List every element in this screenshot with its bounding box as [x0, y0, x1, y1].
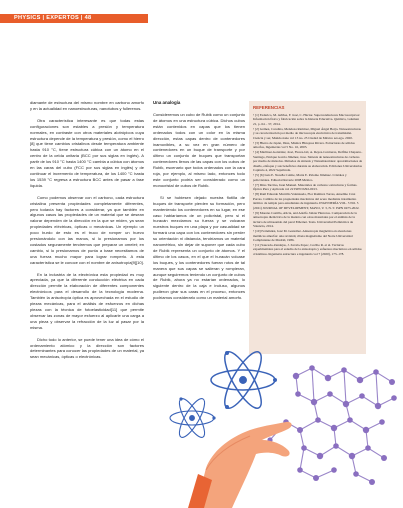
references-list [253, 113, 363, 257]
paragraph: Consideremos un cubo de Rubik como un conjunto de átomos en una estructura cúbica. Dichos cubos están contenidos en capas que los tienen ordenados todos con un color en la misma dirección, estas capas dentro de contenedores inamovibles, a su vez en gran número de contenedores en un buque de transporte y por último un conjunto de buques que transportan contenedores llenos de las capas con los cubos de Rubik, escenario que todos ordenados con la cara roja, por ejemplo, al mismo lado, entonces todo este conjunto podría ser considerado como un monocristal de cubos de Rubik. [153, 112, 245, 188]
paragraph: Si se hubiesen dejado nuestra flotilla de buques de transporte pierden su formación, pero manteniendo los contenedores en su lugar, en ese caso hablaríamos de un policristal, pero si el huracán mezclamos su fuerza y se volcaran nuestros buques en una playa y por casualidad se formará una capa con los contenedores sin perder su orientación ni distancia, tendríamos un material nanométrico, sin dejar de suponer que cada cubo de Rubik representa un conjunto de átomos. Y el último de los casos, en el que el huracán volcase los buques, y los contenedores fueran rotos de tal manera que sus capas se salieran y rompieran, aunque seguiremos teniendo un conjunto de cubos de Rubik, ahora ya no estarían ordenados, lo siguiente dentro de la caja e incluso, algunos pudieron girar sus caras en el proceso, entonces podríamos considerarlo como un material amorfo. [153, 194, 245, 301]
reference-item: • [11] Saucedo-Zendejas, J. Zavala-Tepec, Cecilio R. et al. Técnicas experimentales para el estudio de la anisotropía y esfuerzos mecánicos en sólidos cristalinos. Ingeniería estructura e ingeniería vol 7 (2020), 173–178. [253, 243, 362, 256]
article-column-1 [30, 100, 144, 366]
reference-item: • [1] Federico, M. Aviñoa, F. José, C. Héctor. Superconductores Macroscópicos: Información física y fabricación sobre la historia Educativa. Química, volumen 21, p. 64 – 37, 2014. [253, 113, 360, 126]
references-box [249, 101, 366, 354]
section-tab [0, 14, 148, 23]
reference-item: • [8] Raúl Eduardo Murrillo Valenzuela, Flor Ramírez Torres, Anselmo Cruz Porras. Cambio de las propiedades mecánicas del acero mediante tratamiento térmico de temple para estudiantes de ingeniería. INGENIERÍA VOL. 3 NO. 5 (2021) JOURNAL OF DEVELOPMENT, MAYO, V. 3, N. 5: ISPN 0475-2022. [253, 192, 360, 210]
reference-item: • [4] Martínez-González, José, Flores-Gil, A. Reyes-Contreras, Delfina Chaparro-Santiago, Enrique García Jiménez, Jose. Síntesis de nanoestructuras de carbono por medio de métodos. Métodos de síntesis y Nanomateriales: aproximaciones de diseño, enfoque y sus beneficios durante su elaboración. Ediciones Universitarias Capítulo 4, 2022 Sepúlveda. [253, 150, 363, 173]
article-column-2 [153, 100, 245, 307]
reference-item: • [5] [6] Luis E. Noreña Colme, Marta E. Palomo Jiménez. Cristales y policristales. Editorial Reverte 2008 México. [253, 173, 347, 182]
reference-item: • [10] Fernández, José M. González. Anisotropía magnética en aleaciones metálicas amorfas: una revisión; ribeta magnetismo del Norte Universidad Complutense de Madrid, 1986. [253, 229, 353, 242]
references-title: REFERENCIAS [253, 105, 285, 110]
atom-icon [170, 395, 216, 440]
section-label: PHYSICS | EXPERTOS | 48 [14, 15, 92, 21]
hand-icon [188, 422, 292, 508]
page-header [0, 0, 403, 30]
reference-item: • [7] Dino Tarcino, Juan Manuel. Materiales de carbono: estructuras y formas. Óptica Pura y Aplicada vol 22 ISPN 0292-0013. [253, 182, 358, 192]
paragraph: diamante de estructura del mismo nombre en carbono amorfo y en la actualidad en nanoestructuras, nanotubos y fullerenos. [30, 100, 144, 111]
paragraph: Como podemos observar con el carbono, cada estructura cristalina presenta propiedades completamente diferentes, pero todavía hay factores a considerar, ya que también en algunos casos las propiedades de un material que se desean valorar dependen de la dirección en la que se miden, ya sean propiedades eléctricas, ópticas o mecánicas. Un ejemplo un poco burdo de esto es el truco de romper un huevo presionándolo con las manos, si lo presionamos por los costados seguramente tendremos que preparar un omelet; en cambio, si lo presionamos de punta a base necesitamos de una fuerza mucho mayor para lograr romperlo. A esta característica se le conoce con el nombre de anisotropía[9][10]. [30, 194, 144, 265]
section-heading: Una analogía [153, 100, 181, 105]
paragraph: En la industria de la electrónica esta propiedad es muy apreciada, ya que la diferente conducción eléctrica en cada dirección permite la elaboración de diferentes componentes electrónicos para el desarrollo de la tecnología moderna. También la anisotropía óptica es aprovechada en el estudio de piezas mecánicas, para el análisis de esfuerzos en dichas piezas con la técnica de fotoelasticidad[11] que permite observar las zonas de mayor esfuerzo al aplicarle una carga a una pieza y observar la refracción de la luz al pasar por la misma. [30, 271, 144, 330]
reference-item: • [2] Gómez, Carolina, Mendoza Ramírez, Miguel Ángel Borja. Nanoestructuras y su caracterización por medio de microscopía electrónica de transmisión. Ciencia y ser, Mundo nano vol 13 no. 25 Ciudad de México set-ago. 2020. [253, 126, 361, 140]
paragraph: Dicho todo lo anterior, se puede tener una idea de cómo el ordenamiento atómico y la dirección son factores determinantes para conocer las propiedades de un material, ya sean mecánicas, ópticas o electrónicas. [30, 336, 144, 360]
atom-icon [211, 347, 277, 412]
reference-item: • [3] Hierro de Japón, Ibías, Mónica Hinojosa Rivera. Estructuras de sólidos amorfos, Ingenierías vol 5 No. 16, 2003. [253, 140, 355, 150]
lattice-nodes [267, 365, 396, 485]
reference-item: • [9] Moreno Castillo, Alicia, and Adolfo Jaltzer Herreros. Comparación de la anisotropía dieléctrica de la madera con otros materiales por el análisis de la técnica de ultrasonido del peral Ethernet. Tesis. Universidad Politécnica de Valencia, 2014. [253, 210, 357, 229]
carbon-lattice-icon [270, 368, 394, 482]
paragraph: Otra característica interesante es que todas estas configuraciones son estables a presión y temperatura normales, en contraste con otros materiales alotrópicos cuya estructura depende de la temperatura y presión, como el hierro [8] que tiene cambios cristalinos desde temperatura ambiente hasta 910 °C, tiene estructura cúbica con un átomo en el centro de la celda unitaria (BCC por sus siglas en inglés). A partir de los 910 °C hasta 1400 °C cambia a cúbica con átomos en las caras del cubo (FCC por sus siglas en inglés) y de continuar el incremento de temperatura, de los 1400 °C hasta los 1539 °C regresa a estructura BCC antes de pasar a fase líquida. [30, 117, 144, 188]
